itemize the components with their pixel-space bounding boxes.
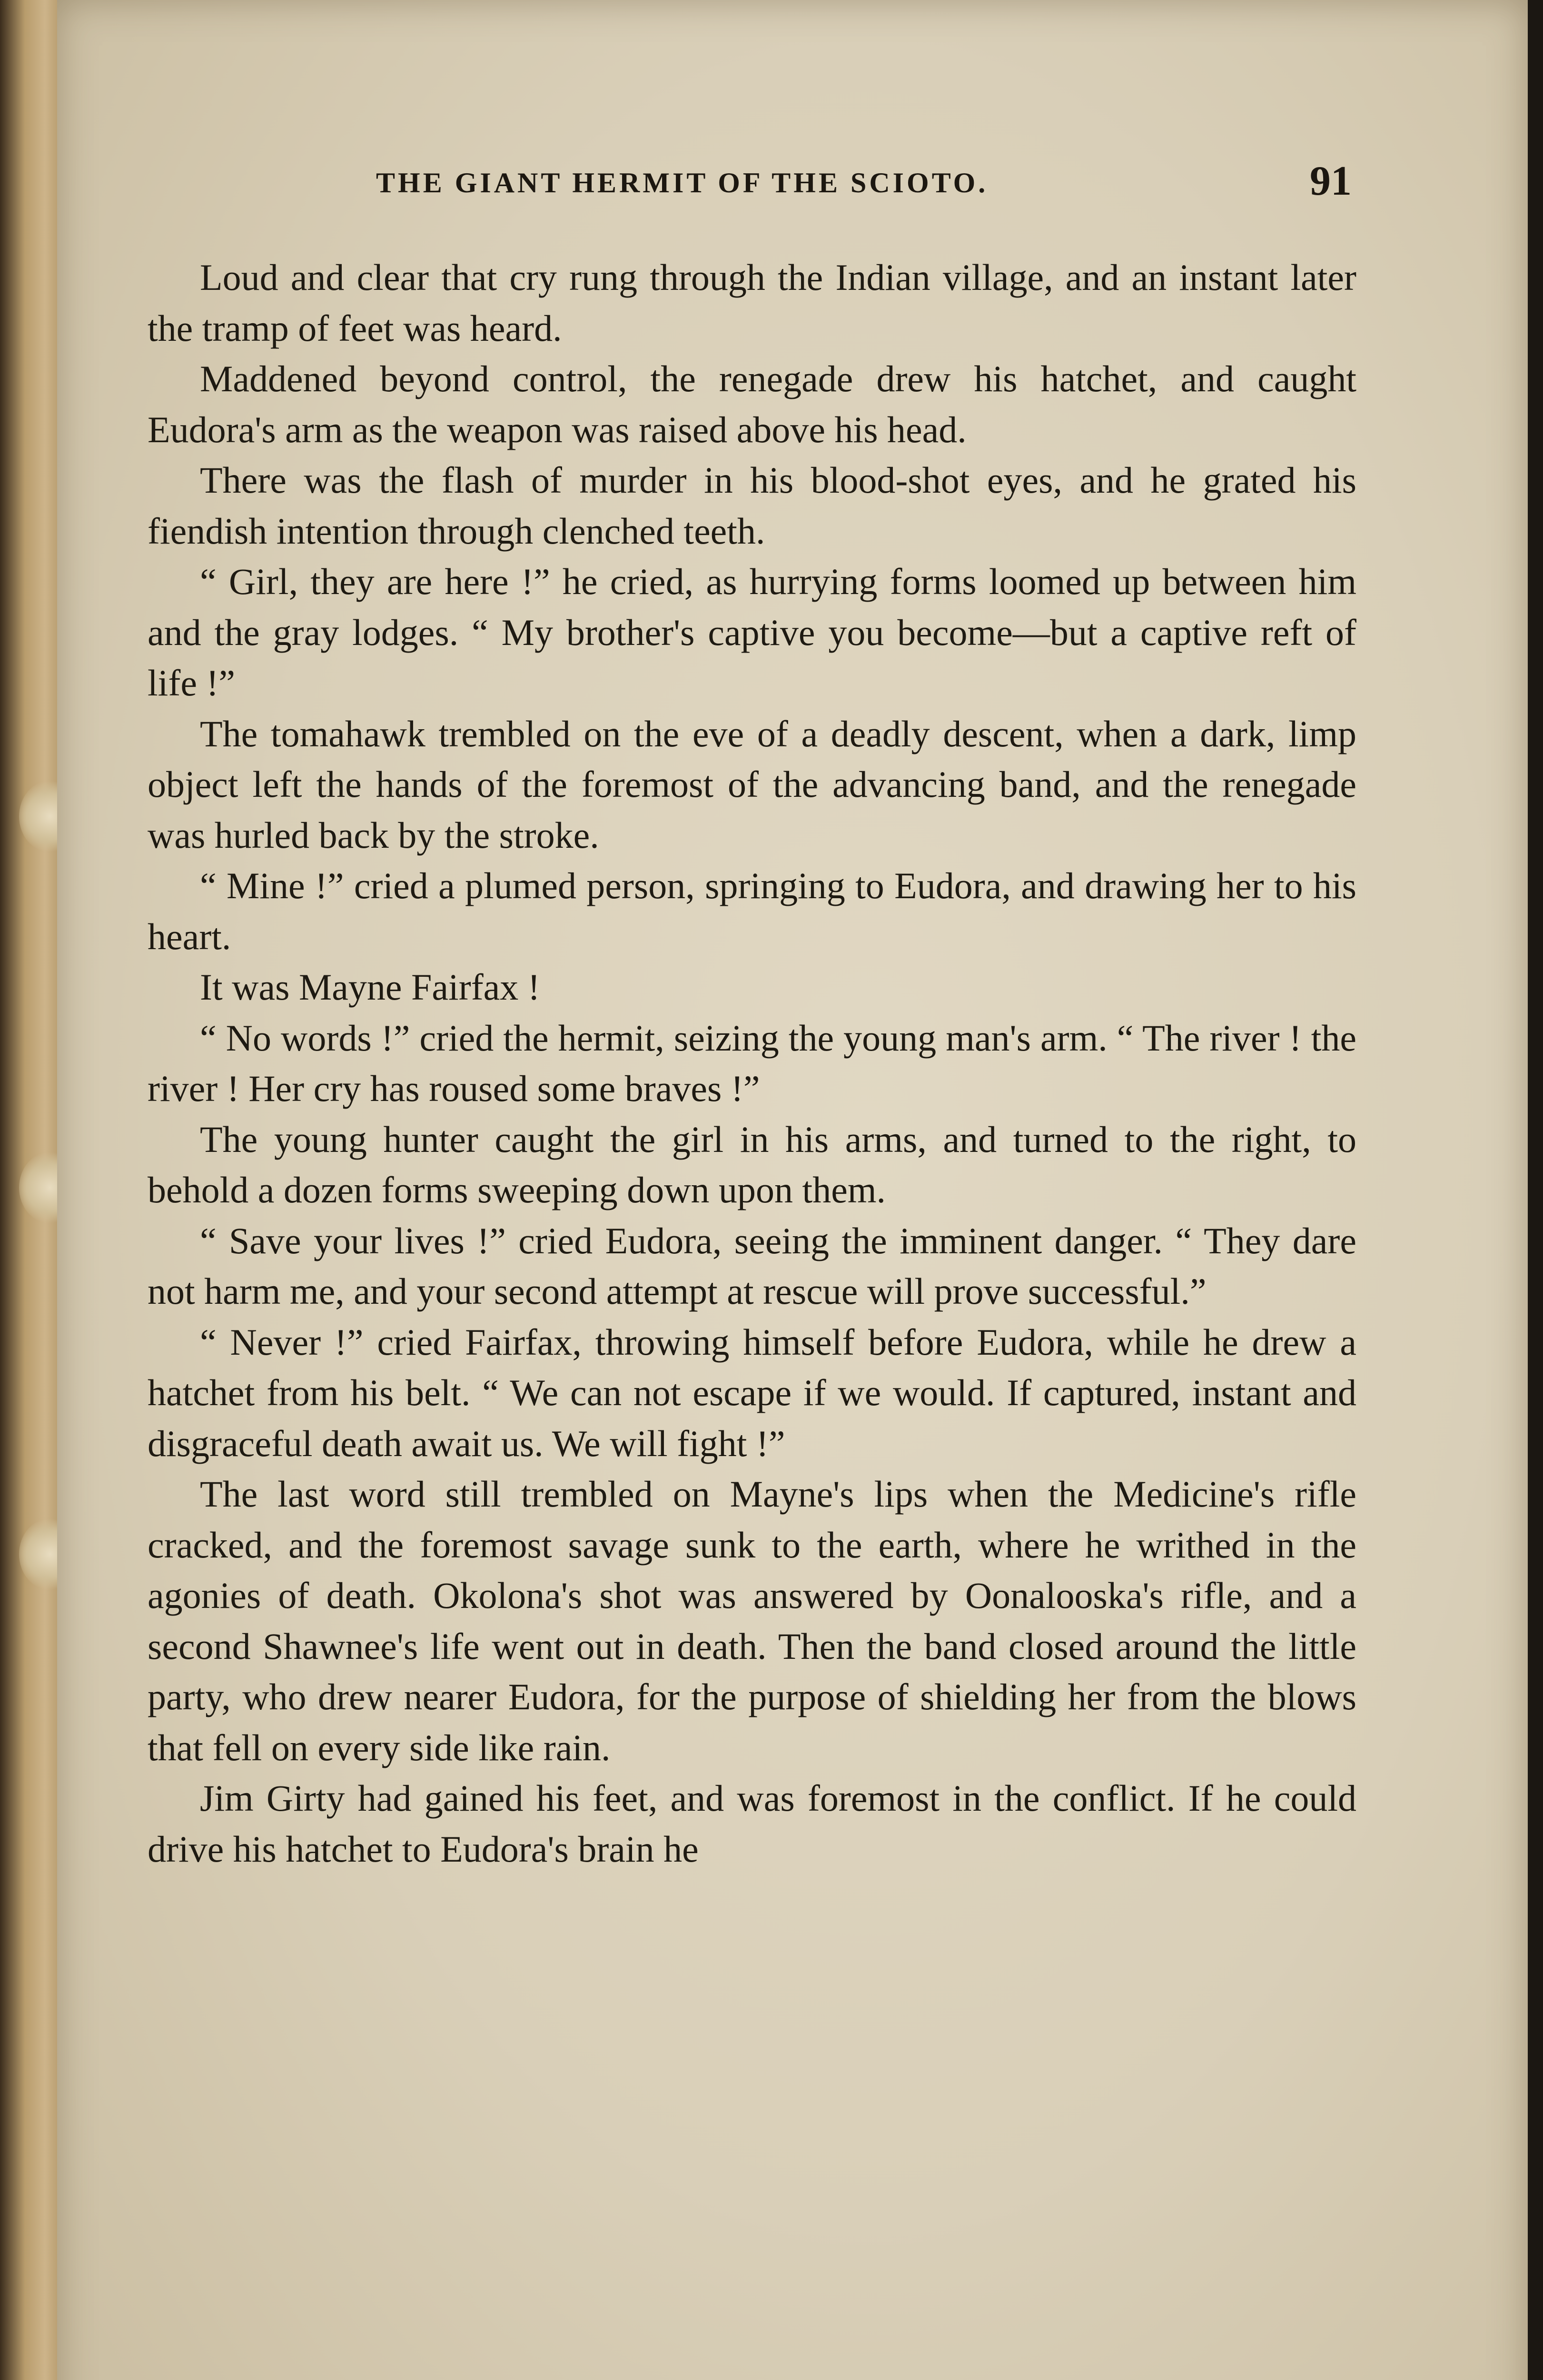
- paragraph: There was the flash of murder in his blood-shot eyes, and he grated his fiendish intention through clenched teeth.: [148, 459, 1356, 552]
- paragraph: Loud and clear that cry rung through the Indian village, and an instant later the tramp of feet was heard.: [148, 257, 1356, 349]
- paragraph: “ Never !” cried Fairfax, throwing himself before Eudora, while he drew a hatchet from his belt. “ We can not escape if we would. If captured, instant and disgraceful death await us. We will fight !”: [148, 1321, 1356, 1464]
- running-title: THE GIANT HERMIT OF THE SCIOTO.: [376, 167, 989, 198]
- paragraph: It was Mayne Fairfax !: [200, 966, 540, 1008]
- body-text: [148, 252, 1356, 1874]
- page-number: 91: [1310, 158, 1352, 204]
- paragraph: Jim Girty had gained his feet, and was foremost in the conflict. If he could drive his hatchet to Eudora's brain he: [148, 1777, 1356, 1870]
- paragraph: The young hunter caught the girl in his arms, and turned to the right, to behold a dozen forms sweeping down upon them.: [148, 1118, 1356, 1210]
- paragraph: The last word still trembled on Mayne's lips when the Medicine's rifle cracked, and the foremost savage sunk to the earth, where he writhed in the agonies of death. Okolona's shot was answered by Oonalooska's rifle, and a second Shawnee's life went out in death. Then the band closed around the little party, who drew nearer Eudora, for the purpose of shielding her from the blows that fell on every side like rain.: [148, 1473, 1356, 1768]
- running-head: [152, 157, 1352, 214]
- paragraph: “ Mine !” cried a plumed person, springing to Eudora, and drawing her to his heart.: [148, 865, 1356, 957]
- paragraph: “ No words !” cried the hermit, seizing the young man's arm. “ The river ! the river ! Her cry has roused some braves !”: [148, 1017, 1356, 1109]
- paragraph: The tomahawk trembled on the eve of a deadly descent, when a dark, limp object left the hands of the foremost of the advancing band, and the renegade was hurled back by the stroke.: [148, 713, 1356, 856]
- paragraph: “ Save your lives !” cried Eudora, seeing the imminent danger. “ They dare not harm me, and your second attempt at rescue will prove successful.”: [148, 1220, 1356, 1312]
- paragraph: Maddened beyond control, the renegade drew his hatchet, and caught Eudora's arm as the weapon was raised above his head.: [148, 358, 1356, 450]
- paragraph: “ Girl, they are here !” he cried, as hurrying forms loomed up between him and the gray lodges. “ My brother's captive you become—but a captive reft of life !”: [148, 561, 1356, 704]
